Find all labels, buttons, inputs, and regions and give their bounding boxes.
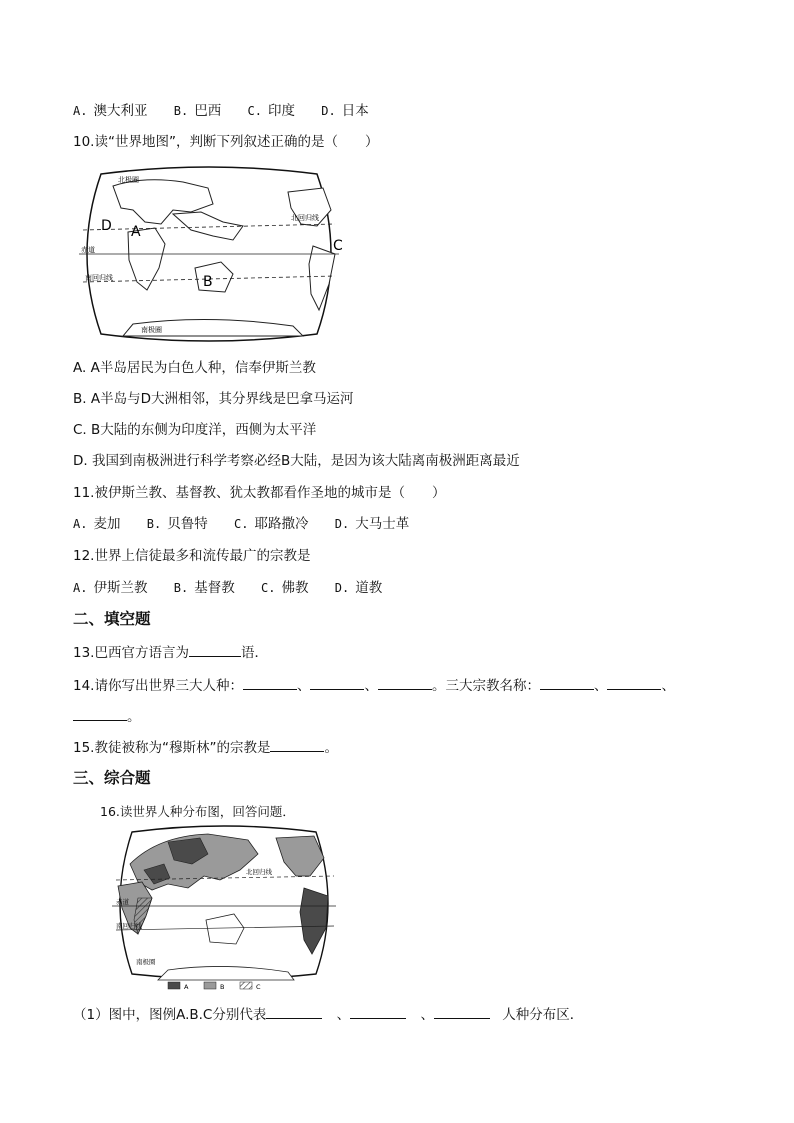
q10-world-map [73, 164, 345, 344]
q10-label-tropic-capricorn: 南回归线 [85, 274, 113, 282]
q10-option-c[interactable]: C. B大陆的东侧为印度洋，西侧为太平洋 [73, 422, 317, 438]
q16-blank-b[interactable] [350, 1005, 406, 1019]
q11-options [73, 515, 431, 533]
q16-blank-c[interactable] [434, 1005, 490, 1019]
q16-legend-label-c: C [256, 983, 261, 991]
q10-option-a[interactable]: A. A半岛居民为白色人种，信奉伊斯兰教 [73, 360, 316, 376]
q10-label-equator: 赤道 [81, 246, 95, 254]
q15: 15.教徒被称为“穆斯林”的宗教是 。 [73, 740, 338, 756]
q14-blank-religion-1[interactable] [540, 676, 594, 690]
q11-option-b[interactable]: B. 贝鲁特 [146, 516, 208, 532]
q12-option-c[interactable]: C. 佛教 [261, 580, 309, 596]
q16-legend-label-a: A [184, 983, 189, 991]
q14-blank-race-3[interactable] [378, 676, 432, 690]
q9-option-b[interactable]: B. 巴西 [173, 103, 222, 119]
q12-option-d[interactable]: D. 道教 [334, 580, 383, 596]
q16-label-tropic-capricorn: 南回归线 [116, 922, 142, 930]
q9-options [73, 102, 391, 120]
q12-stem: 12.世界上信徒最多和流传最广的宗教是 [73, 548, 311, 564]
q9-option-a[interactable]: A. 澳大利亚 [73, 103, 148, 119]
section-fill-in-heading: 二、填空题 [73, 610, 151, 628]
q14-blank-religion-2[interactable] [607, 676, 661, 690]
q10-label-b: B [203, 274, 213, 290]
q16-label-south-pole-circle: 南极圈 [136, 958, 156, 966]
q13-blank[interactable] [189, 643, 241, 657]
q12-option-b[interactable]: B. 基督教 [173, 580, 235, 596]
q10-label-tropic-cancer: 北回归线 [291, 214, 319, 222]
q16-label-tropic-cancer: 北回归线 [246, 868, 272, 876]
q12-options [73, 579, 404, 597]
q14-blank-race-2[interactable] [310, 676, 364, 690]
q10-label-c: C [333, 238, 343, 254]
q11-option-a[interactable]: A. 麦加 [73, 516, 121, 532]
q10-label-south-pole-circle: 南极圈 [141, 326, 162, 334]
q13: 13.巴西官方语言为 语． [73, 645, 268, 661]
q14: 14.请你写出世界三大人种： 、 、 。三大宗教名称： 、 、 [73, 678, 675, 694]
q16-legend-swatch-a [168, 982, 180, 989]
q16-race-distribution-map [108, 824, 340, 996]
q10-label-north-pole-circle: 北极圈 [118, 176, 139, 184]
q9-option-d[interactable]: D. 日本 [321, 103, 369, 119]
q10-option-b[interactable]: B. A半岛与D大洲相邻，其分界线是巴拿马运河 [73, 391, 354, 407]
q16-stem: 16.读世界人种分布图，回答问题． [100, 804, 295, 819]
q16-blank-a[interactable] [266, 1005, 322, 1019]
q11-option-c[interactable]: C. 耶路撒冷 [234, 516, 309, 532]
q11-stem: 11.被伊斯兰教、基督教、犹太教都看作圣地的城市是（ ） [73, 485, 446, 501]
q10-label-d: D [101, 218, 112, 234]
q16-legend-swatch-b [204, 982, 216, 989]
q12-option-a[interactable]: A. 伊斯兰教 [73, 580, 148, 596]
q15-blank[interactable] [270, 738, 324, 752]
q16-legend-label-b: B [220, 983, 225, 991]
q14-continued: 。 [73, 707, 141, 726]
q11-option-d[interactable]: D. 大马士革 [334, 516, 410, 532]
q14-blank-race-1[interactable] [243, 676, 297, 690]
section-comprehensive-heading: 三、综合题 [73, 769, 151, 787]
q16-legend-swatch-c [240, 982, 252, 989]
q9-option-c[interactable]: C. 印度 [247, 103, 295, 119]
q10-stem: 10.读“世界地图”，判断下列叙述正确的是（ ） [73, 134, 379, 150]
q14-blank-religion-3[interactable] [73, 707, 127, 721]
q10-label-a: A [131, 224, 141, 240]
q10-option-d[interactable]: D. 我国到南极洲进行科学考察必经B大陆，是因为该大陆离南极洲距离最近 [73, 453, 520, 469]
q16-sub1: （1）图中，图例A.B.C分别代表 、 、 人种分布区． [73, 1007, 584, 1023]
q16-label-equator: 赤道 [116, 898, 129, 906]
